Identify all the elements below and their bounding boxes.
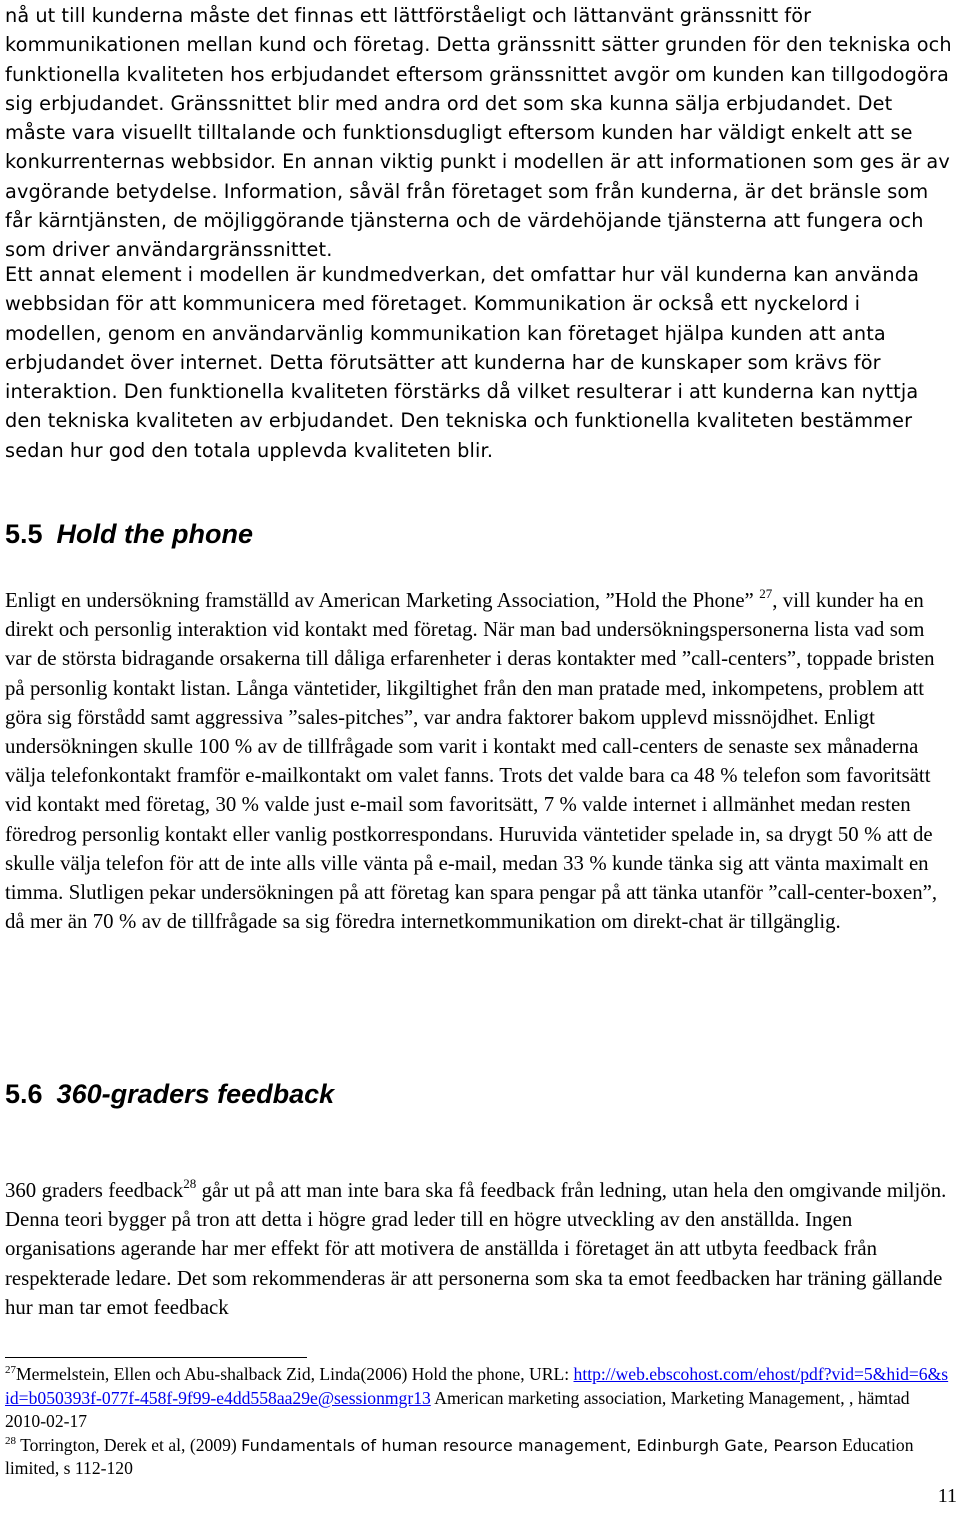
footnote-number: 27: [5, 1364, 16, 1376]
footnote-separator: [5, 1357, 307, 1358]
footnote-reference[interactable]: 27: [759, 586, 773, 601]
footnote-url-link[interactable]: http://web.ebscohost.com/ehost/pdf?vid=5&hid=6&sid=b050393f-077f-458f-9f99-e4dd558aa29e@sessionmgr13: [5, 1364, 949, 1408]
section-title: 360-graders feedback: [56, 1079, 335, 1109]
section-number: 5.6: [5, 1079, 43, 1109]
page-number: 11: [937, 1485, 957, 1507]
section-heading-5-6: [5, 1078, 334, 1110]
footnote-28: $^{28}$ Torrington, Derek et al, (2009) Fundamentals of human resource management, Edinburgh Gate, Pearson Education limited, s 112-120: [5, 1434, 914, 1478]
section-number: 5.5: [5, 519, 43, 549]
footnote-reference[interactable]: 28: [183, 1176, 197, 1191]
section-heading-5-5: [5, 518, 253, 550]
footnote-number: 28: [5, 1434, 16, 1447]
section-title: Hold the phone: [56, 519, 254, 549]
footnote-27: $^{27}$Mermelstein, Ellen och Abu-shalback Zid, Linda(2006) Hold the phone, URL: http://web.ebscohost.com/ehost/pdf?vid=5&hid=6&sid=b050393f-077f-458f-9f99-e4dd558aa29e@sessionmgr13 American marketing association, Marketing Management, , hämtad 2010-02-17: [5, 1364, 949, 1431]
body-paragraph-hold-the-phone: Enligt en undersökning framställd av American Marketing Association, ”Hold the Phone” $^{27}$, vill kunder ha en direkt och personlig interaktion vid kontakt med företag. När man bad undersökningspersonerna lista vad som var de största bidragande orsakerna till dåliga erfarenheter i deras kontakter med ”call-centers”, toppade bristen på personlig kontakt listan. Långa väntetider, likgiltighet från den man pratade med, inkompetens, problem att göra sig förstådd samt aggressiva ”sales-pitches”, var andra faktorer bakom upplevd missnöjdhet. Enligt undersökningen skulle 100 % av de tillfrågade som varit i kontakt med call-centers de senaste sex månaderna välja telefonkontakt framför e-mailkontakt om valet fanns. Trots det valde bara ca 48 % telefon som favoritsätt vid kontakt med företag, 30 % valde just e-mail som favoritsätt, 7 % valde internet i allmänhet medan resten föredrog personlig kontakt eller vanlig postkorrespondans. Huruvida väntetider spelade in, sa drygt 50 % att de skulle välja telefon för att de inte alls ville vänta på e-mail, medan 33 % kunde tänka sig att vänta maximalt en timma. Slutligen pekar undersökningen på att företag kan spara pengar på att tänka utanför ”call-center-boxen”, då mer än 70 % av de tillfrågade sa sig föredra internetkommunikation om direkt-chat är tillgänglig.: [5, 586, 938, 934]
body-paragraph-customer-participation: Ett annat element i modellen är kundmedverkan, det omfattar hur väl kunderna kan använda webbsidan för att kommunicera med företaget. Kommunikation är också ett nyckelord i modellen, genom en användarvänlig kommunikation kan företaget hjälpa kunden att anta erbjudandet över internet. Detta förutsätter att kunderna har de kunskaper som krävs för interaktion. Den funktionella kvaliteten förstärks då vilket resulterar i att kunderna kan nyttja den tekniska kvaliteten av erbjudandet. Den tekniska och funktionella kvaliteten bestämmer sedan hur god den totala upplevda kvaliteten blir.: [5, 263, 920, 462]
body-paragraph-interface: nå ut till kunderna måste det finnas ett lättförståeligt och lättanvänt gränssnitt för kommunikationen mellan kund och företag. Detta gränssnitt sätter grunden för den tekniska och funktionella kvaliteten hos erbjudandet eftersom gränssnittet avgör om kunden kan tillgodogöra sig erbjudandet. Gränssnittet blir med andra ord det som ska kunna sälja erbjudandet. Det måste vara visuellt tilltalande och funktionsdugligt eftersom kunden har väldigt enkelt att se konkurrenternas webbsidor. En annan viktig punkt i modellen är att informationen som ges är av avgörande betydelse. Information, såväl från företaget som från kunderna, är det bränsle som får kärntjänsten, de möjliggörande tjänsterna och de värdehöjande tjänsterna att fungera och som driver användargränssnittet.: [5, 4, 952, 262]
body-paragraph-360-feedback: 360 graders feedback$^{28}$ går ut på att man inte bara ska få feedback från ledning, utan hela den omgivande miljön. Denna teori bygger på tron att detta i högre grad leder till en högre utveckling av den anställda. Ingen organisations agerande har mer effekt för att motivera de anställda i företaget än att utbyta feedback från respekterade ledare. Det som rekommenderas är att personerna som ska ta emot feedbacken har träning gällande hur man tar emot feedback: [5, 1176, 947, 1319]
footnotes: [5, 1363, 950, 1481]
